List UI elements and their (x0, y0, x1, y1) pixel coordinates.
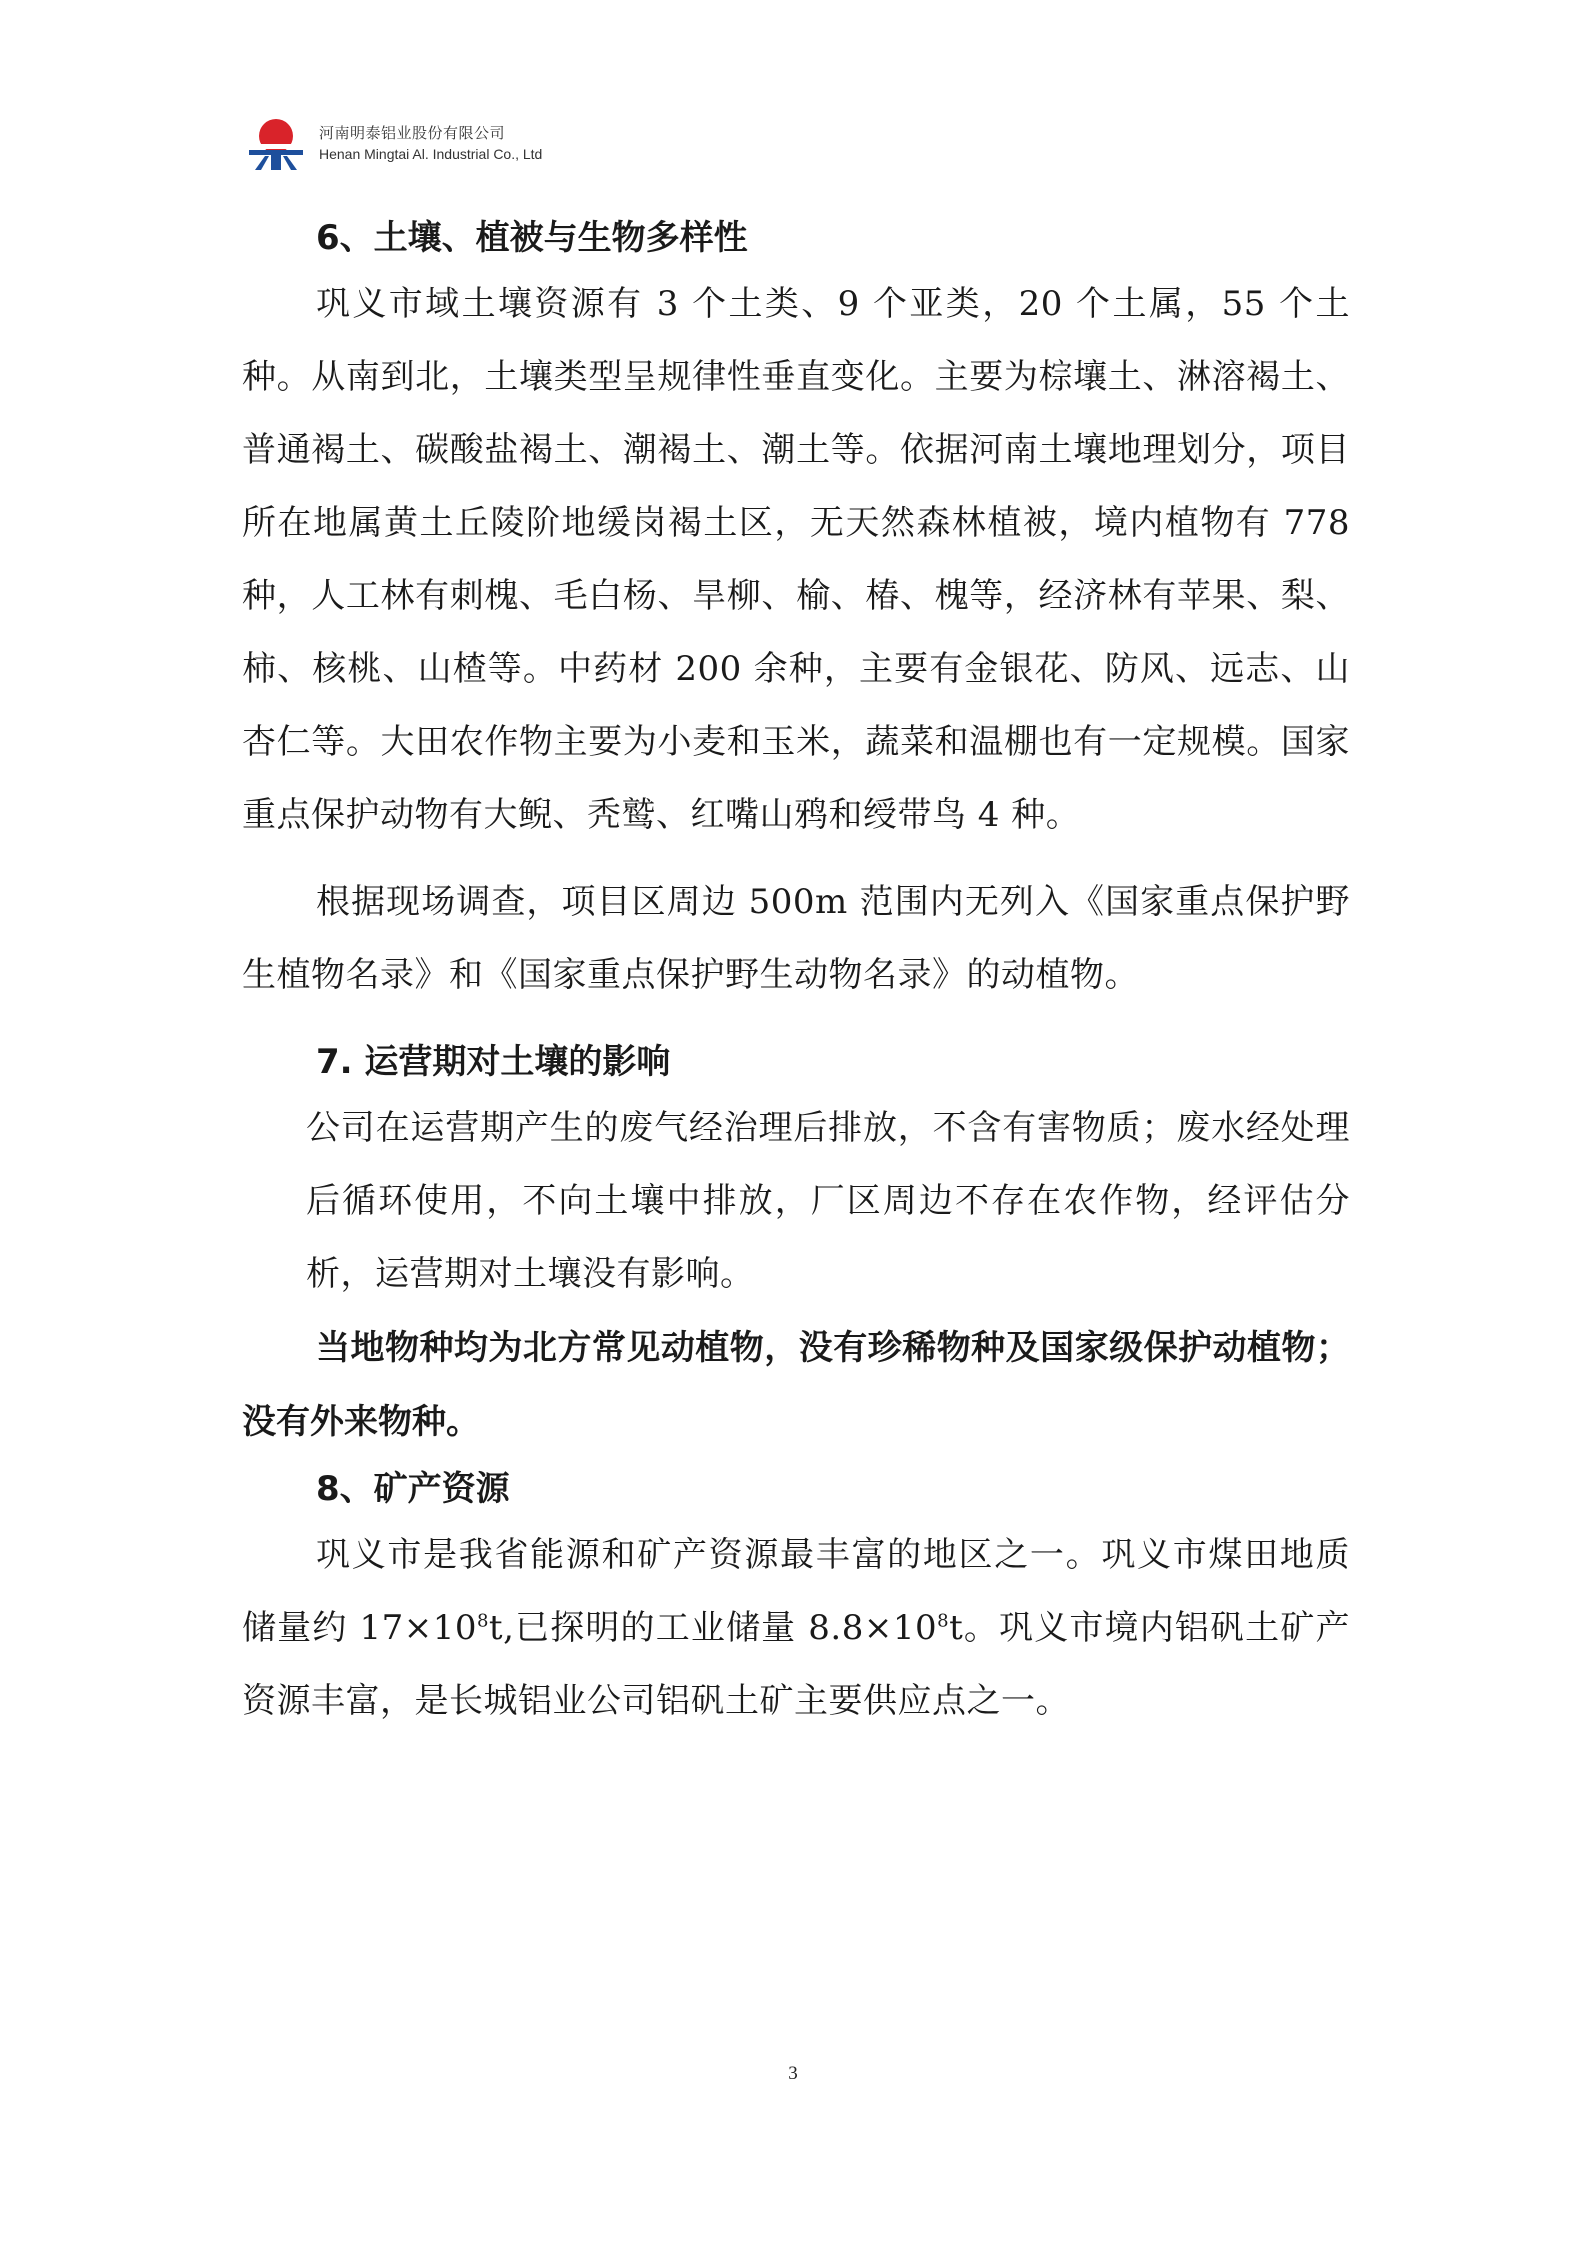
section-6-paragraph-1: 巩义市域土壤资源有 3 个土类、9 个亚类，20 个土属，55 个土种。从南到北，土壤类型呈规律性垂直变化。主要为棕壤土、淋溶褐土、普通褐土、碳酸盐褐土、潮褐土、潮土等。依据河南土壤地理划分，项目所在地属黄土丘陵阶地缓岗褐土区，无天然森林植被，境内植物有 778 种，人工林有刺槐、毛白杨、旱柳、榆、椿、槐等，经济林有苹果、梨、柿、核桃、山楂等。中药材 200 余种，主要有金银花、防风、远志、山杏仁等。大田农作物主要为小麦和玉米，蔬菜和温棚也有一定规模。国家重点保护动物有大鲵、秃鹫、红嘴山鸦和绶带鸟 4 种。 (242, 284, 1350, 835)
section-6-heading: 6、土壤、植被与生物多样性 (316, 218, 748, 258)
company-name-block (319, 122, 542, 164)
section-7-bold-paragraph: 当地物种均为北方常见动植物，没有珍稀物种及国家级保护动植物；没有外来物种。 (242, 1328, 1350, 1442)
mingtai-logo (245, 114, 307, 172)
page-number: 3 (788, 2063, 798, 2084)
section-8-paragraph-1 (242, 1519, 1350, 1738)
document-body (242, 208, 1350, 1738)
company-name-en: Henan Mingtai Al. Industrial Co., Ltd (319, 146, 543, 162)
section-6-paragraph-2: 根据现场调查，项目区周边 500m 范围内无列入《国家重点保护野生植物名录》和《国家重点保护野生动物名录》的动植物。 (242, 882, 1350, 995)
section-7-body (242, 1092, 1350, 1311)
section-8-sup-2: 8 (937, 1610, 950, 1632)
section-8-heading: 8、矿产资源 (316, 1469, 510, 1509)
section-8-text-c: t。巩义市境内铝矾土矿产资源丰富，是长城铝业公司铝矾土矿主要供应点之一。 (242, 1608, 1350, 1721)
section-8-sup-1: 8 (476, 1610, 489, 1632)
section-8-text-b: t,已探明的工业储量 8.8×10 (488, 1608, 938, 1648)
page-header (245, 112, 542, 174)
company-name-cn: 河南明泰铝业股份有限公司 (319, 124, 506, 142)
section-7-heading: 7. 运营期对土壤的影响 (316, 1042, 671, 1082)
logo-graphic (245, 114, 307, 172)
section-7-paragraph-1: 公司在运营期产生的废气经治理后排放，不含有害物质；废水经处理后循环使用，不向土壤中排放，厂区周边不存在农作物，经评估分析，运营期对土壤没有影响。 (306, 1108, 1350, 1294)
section-8-text-a: 巩义市是我省能源和矿产资源最丰富的地区之一。巩义市煤田地质储量约 17×10 (242, 1535, 1350, 1648)
